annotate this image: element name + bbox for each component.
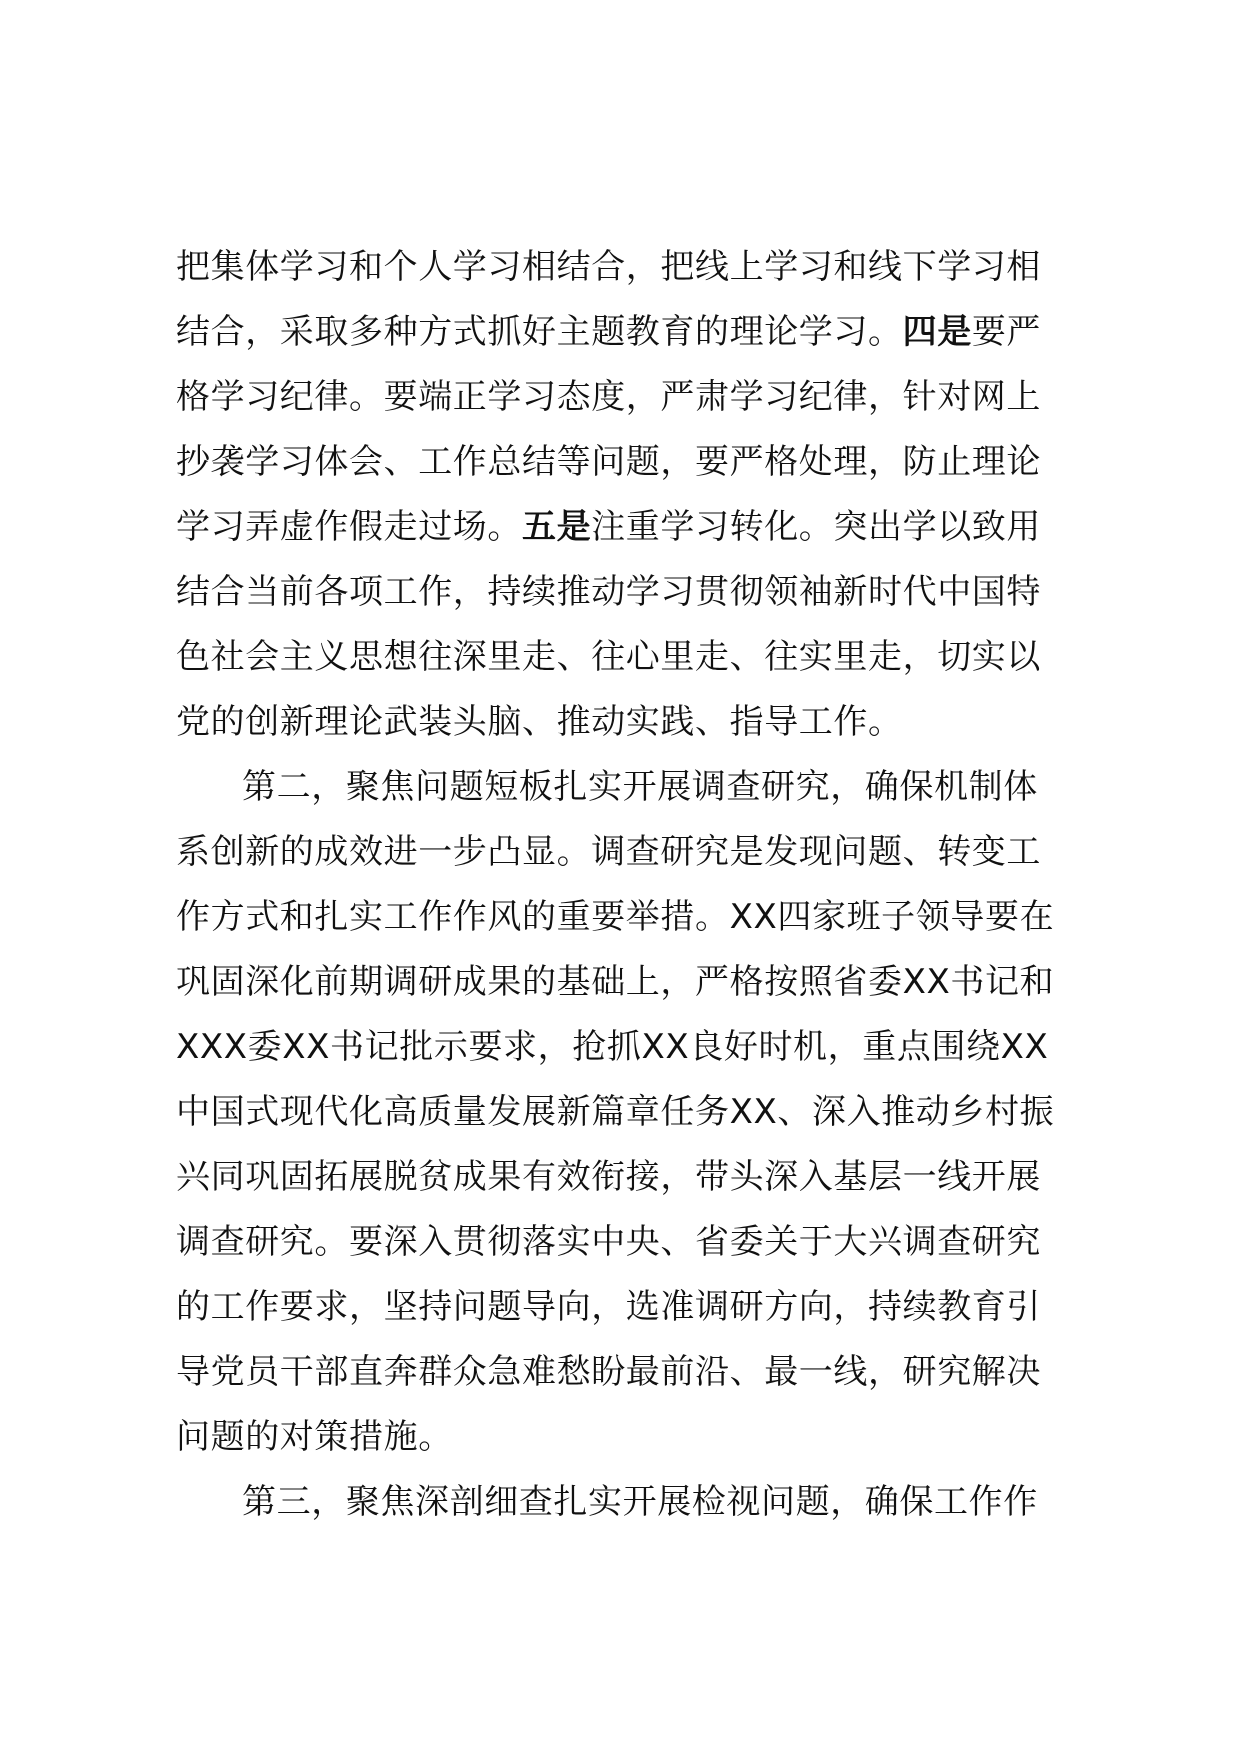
text-run: 学习弄虚作假走过场。	[176, 507, 522, 547]
text-line: 作方式和扎实工作作风的重要举措。XX四家班子领导要在	[176, 897, 1055, 937]
paragraph-start-line: 第三，聚焦深剖细查扎实开展检视问题，确保工作作	[242, 1482, 1038, 1522]
text-line: 把集体学习和个人学习相结合，把线上学习和线下学习相	[176, 247, 1041, 287]
text-line: 格学习纪律。要端正学习态度，严肃学习纪律，针对网上	[176, 377, 1041, 417]
text-line: 问题的对策措施。	[176, 1417, 453, 1457]
text-line: 的工作要求，坚持问题导向，选准调研方向，持续教育引	[176, 1287, 1041, 1327]
text-line: 抄袭学习体会、工作总结等问题，要严格处理，防止理论	[176, 442, 1041, 482]
text-line: XXX委XX书记批示要求，抢抓XX良好时机，重点围绕XX	[176, 1027, 1049, 1067]
text-line	[176, 495, 1096, 560]
text-line: 导党员干部直奔群众急难愁盼最前沿、最一线，研究解决	[176, 1352, 1041, 1392]
body-text	[176, 235, 1096, 1535]
text-run: 结合，采取多种方式抓好主题教育的理论学习。	[176, 312, 903, 352]
text-run: 注重学习转化。突出学以致用	[591, 507, 1042, 547]
text-line	[176, 300, 1096, 365]
emphasis-label: 五是	[522, 507, 592, 547]
text-line: 兴同巩固拓展脱贫成果有效衔接，带头深入基层一线开展	[176, 1157, 1041, 1197]
emphasis-label: 四是	[902, 312, 972, 352]
text-line: 巩固深化前期调研成果的基础上，严格按照省委XX书记和	[176, 962, 1055, 1002]
text-line: 调查研究。要深入贯彻落实中央、省委关于大兴调查研究	[176, 1222, 1041, 1262]
text-line: 结合当前各项工作，持续推动学习贯彻领袖新时代中国特	[176, 572, 1041, 612]
text-line: 系创新的成效进一步凸显。调查研究是发现问题、转变工	[176, 832, 1041, 872]
text-line: 党的创新理论武装头脑、推动实践、指导工作。	[176, 702, 903, 742]
text-run: 要严	[971, 312, 1042, 352]
paragraph-start-line: 第二，聚焦问题短板扎实开展调查研究，确保机制体	[242, 767, 1038, 807]
text-line: 色社会主义思想往深里走、往心里走、往实里走，切实以	[176, 637, 1041, 677]
text-line: 中国式现代化高质量发展新篇章任务XX、深入推动乡村振	[176, 1092, 1055, 1132]
